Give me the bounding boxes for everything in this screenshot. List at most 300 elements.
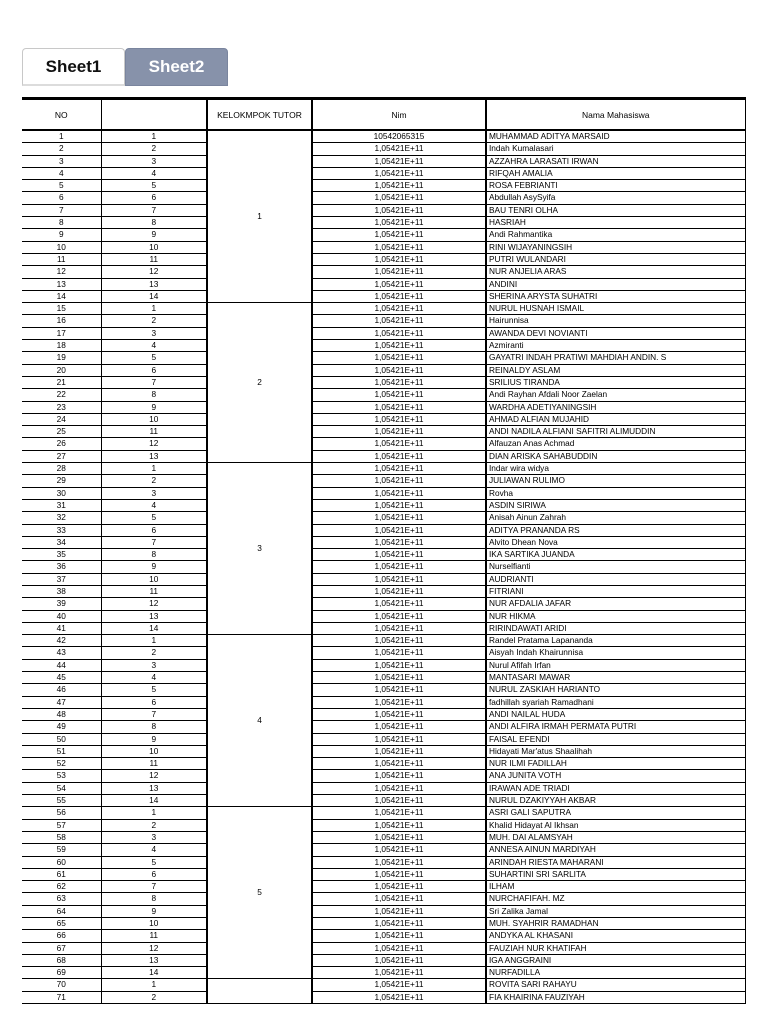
cell-sub-number[interactable]: 12 xyxy=(101,266,207,278)
cell-sub-number[interactable]: 10 xyxy=(101,918,207,930)
cell-nama-mahasiswa[interactable]: NURUL ZASKIAH HARIANTO xyxy=(486,684,745,696)
cell-nama-mahasiswa[interactable]: WARDHA ADETIYANINGSIH xyxy=(486,401,745,413)
cell-sub-number[interactable]: 9 xyxy=(101,401,207,413)
cell-nim[interactable]: 1,05421E+11 xyxy=(312,991,486,1003)
cell-nim[interactable]: 1,05421E+11 xyxy=(312,155,486,167)
cell-nama-mahasiswa[interactable]: Andi Rahmantika xyxy=(486,229,745,241)
cell-sub-number[interactable]: 6 xyxy=(101,524,207,536)
cell-nama-mahasiswa[interactable]: Randel Pratama Lapananda xyxy=(486,635,745,647)
cell-nama-mahasiswa[interactable]: IGA ANGGRAINI xyxy=(486,954,745,966)
cell-nama-mahasiswa[interactable]: JULIAWAN RULIMO xyxy=(486,475,745,487)
cell-sub-number[interactable]: 1 xyxy=(101,463,207,475)
cell-nama-mahasiswa[interactable]: ROVITA SARI RAHAYU xyxy=(486,979,745,991)
cell-no[interactable]: 53 xyxy=(22,770,101,782)
cell-sub-number[interactable]: 14 xyxy=(101,795,207,807)
cell-nim[interactable]: 1,05421E+11 xyxy=(312,475,486,487)
cell-sub-number[interactable]: 1 xyxy=(101,635,207,647)
cell-kelompok-tutor[interactable]: 4 xyxy=(207,635,312,807)
cell-no[interactable]: 62 xyxy=(22,881,101,893)
cell-sub-number[interactable]: 3 xyxy=(101,659,207,671)
cell-nim[interactable]: 1,05421E+11 xyxy=(312,721,486,733)
cell-nim[interactable]: 1,05421E+11 xyxy=(312,758,486,770)
cell-nim[interactable]: 1,05421E+11 xyxy=(312,573,486,585)
cell-sub-number[interactable]: 1 xyxy=(101,130,207,143)
cell-nim[interactable]: 1,05421E+11 xyxy=(312,893,486,905)
cell-nim[interactable]: 1,05421E+11 xyxy=(312,807,486,819)
cell-nim[interactable]: 1,05421E+11 xyxy=(312,672,486,684)
cell-sub-number[interactable]: 10 xyxy=(101,745,207,757)
cell-no[interactable]: 46 xyxy=(22,684,101,696)
cell-sub-number[interactable]: 13 xyxy=(101,278,207,290)
cell-nama-mahasiswa[interactable]: Indah Kumalasari xyxy=(486,143,745,155)
cell-nama-mahasiswa[interactable]: ANA JUNITA VOTH xyxy=(486,770,745,782)
cell-nama-mahasiswa[interactable]: NURUL DZAKIYYAH AKBAR xyxy=(486,795,745,807)
cell-nama-mahasiswa[interactable]: ARINDAH RIESTA MAHARANI xyxy=(486,856,745,868)
cell-nim[interactable]: 1,05421E+11 xyxy=(312,881,486,893)
cell-nama-mahasiswa[interactable]: ANDI ALFIRA IRMAH PERMATA PUTRI xyxy=(486,721,745,733)
cell-sub-number[interactable]: 5 xyxy=(101,180,207,192)
cell-no[interactable]: 60 xyxy=(22,856,101,868)
cell-nim[interactable]: 10542065315 xyxy=(312,130,486,143)
cell-sub-number[interactable]: 9 xyxy=(101,561,207,573)
cell-nim[interactable]: 1,05421E+11 xyxy=(312,315,486,327)
cell-nim[interactable]: 1,05421E+11 xyxy=(312,401,486,413)
cell-sub-number[interactable]: 12 xyxy=(101,770,207,782)
cell-nim[interactable]: 1,05421E+11 xyxy=(312,340,486,352)
cell-nim[interactable]: 1,05421E+11 xyxy=(312,856,486,868)
cell-nama-mahasiswa[interactable]: IRAWAN ADE TRIADI xyxy=(486,782,745,794)
cell-nim[interactable]: 1,05421E+11 xyxy=(312,303,486,315)
cell-no[interactable]: 32 xyxy=(22,512,101,524)
cell-sub-number[interactable]: 12 xyxy=(101,438,207,450)
cell-sub-number[interactable]: 11 xyxy=(101,758,207,770)
cell-nim[interactable]: 1,05421E+11 xyxy=(312,585,486,597)
cell-nim[interactable]: 1,05421E+11 xyxy=(312,167,486,179)
cell-no[interactable]: 5 xyxy=(22,180,101,192)
cell-no[interactable]: 1 xyxy=(22,130,101,143)
cell-no[interactable]: 29 xyxy=(22,475,101,487)
cell-nama-mahasiswa[interactable]: IKA SARTIKA JUANDA xyxy=(486,549,745,561)
cell-nama-mahasiswa[interactable]: Nurul Afifah Irfan xyxy=(486,659,745,671)
cell-sub-number[interactable]: 9 xyxy=(101,229,207,241)
cell-sub-number[interactable]: 5 xyxy=(101,856,207,868)
cell-no[interactable]: 16 xyxy=(22,315,101,327)
cell-nama-mahasiswa[interactable]: AZZAHRA LARASATI IRWAN xyxy=(486,155,745,167)
cell-nim[interactable]: 1,05421E+11 xyxy=(312,795,486,807)
cell-no[interactable]: 58 xyxy=(22,831,101,843)
cell-no[interactable]: 40 xyxy=(22,610,101,622)
cell-nim[interactable]: 1,05421E+11 xyxy=(312,217,486,229)
cell-no[interactable]: 12 xyxy=(22,266,101,278)
cell-no[interactable]: 66 xyxy=(22,930,101,942)
cell-nim[interactable]: 1,05421E+11 xyxy=(312,635,486,647)
cell-sub-number[interactable]: 10 xyxy=(101,413,207,425)
cell-no[interactable]: 13 xyxy=(22,278,101,290)
cell-nama-mahasiswa[interactable]: FIA KHAIRINA FAUZIYAH xyxy=(486,991,745,1003)
cell-nama-mahasiswa[interactable]: Hidayati Mar'atus Shaalihah xyxy=(486,745,745,757)
cell-nama-mahasiswa[interactable]: PUTRI WULANDARI xyxy=(486,253,745,265)
cell-sub-number[interactable]: 2 xyxy=(101,315,207,327)
cell-nim[interactable]: 1,05421E+11 xyxy=(312,708,486,720)
cell-sub-number[interactable]: 1 xyxy=(101,303,207,315)
cell-no[interactable]: 18 xyxy=(22,340,101,352)
cell-nim[interactable]: 1,05421E+11 xyxy=(312,426,486,438)
cell-nama-mahasiswa[interactable]: FAUZIAH NUR KHATIFAH xyxy=(486,942,745,954)
cell-no[interactable]: 52 xyxy=(22,758,101,770)
table-row xyxy=(22,733,745,745)
cell-nim[interactable]: 1,05421E+11 xyxy=(312,524,486,536)
cell-sub-number[interactable]: 13 xyxy=(101,954,207,966)
tab-sheet2[interactable]: Sheet2 xyxy=(125,48,228,86)
cell-no[interactable]: 7 xyxy=(22,204,101,216)
cell-nim[interactable]: 1,05421E+11 xyxy=(312,930,486,942)
cell-nama-mahasiswa[interactable]: MANTASARI MAWAR xyxy=(486,672,745,684)
cell-sub-number[interactable]: 3 xyxy=(101,155,207,167)
cell-nim[interactable]: 1,05421E+11 xyxy=(312,561,486,573)
cell-nama-mahasiswa[interactable]: ASDIN SIRIWA xyxy=(486,499,745,511)
cell-nim[interactable]: 1,05421E+11 xyxy=(312,745,486,757)
cell-no[interactable]: 34 xyxy=(22,536,101,548)
cell-nama-mahasiswa[interactable]: ANDI NAILAL HUDA xyxy=(486,708,745,720)
cell-nim[interactable]: 1,05421E+11 xyxy=(312,229,486,241)
cell-no[interactable]: 10 xyxy=(22,241,101,253)
cell-no[interactable]: 56 xyxy=(22,807,101,819)
cell-sub-number[interactable]: 13 xyxy=(101,782,207,794)
cell-sub-number[interactable]: 11 xyxy=(101,253,207,265)
cell-nim[interactable]: 1,05421E+11 xyxy=(312,253,486,265)
cell-sub-number[interactable]: 1 xyxy=(101,807,207,819)
cell-no[interactable]: 28 xyxy=(22,463,101,475)
cell-sub-number[interactable]: 1 xyxy=(101,979,207,991)
cell-nim[interactable]: 1,05421E+11 xyxy=(312,413,486,425)
cell-no[interactable]: 59 xyxy=(22,844,101,856)
cell-nim[interactable]: 1,05421E+11 xyxy=(312,327,486,339)
cell-kelompok-tutor[interactable] xyxy=(207,979,312,1004)
cell-nim[interactable]: 1,05421E+11 xyxy=(312,549,486,561)
cell-sub-number[interactable]: 13 xyxy=(101,450,207,462)
cell-no[interactable]: 65 xyxy=(22,918,101,930)
cell-nama-mahasiswa[interactable]: Alvito Dhean Nova xyxy=(486,536,745,548)
cell-no[interactable]: 8 xyxy=(22,217,101,229)
cell-nim[interactable]: 1,05421E+11 xyxy=(312,266,486,278)
cell-nim[interactable]: 1,05421E+11 xyxy=(312,868,486,880)
cell-nama-mahasiswa[interactable]: SUHARTINI SRI SARLITA xyxy=(486,868,745,880)
cell-nama-mahasiswa[interactable]: FAISAL EFENDI xyxy=(486,733,745,745)
cell-nim[interactable]: 1,05421E+11 xyxy=(312,770,486,782)
cell-nama-mahasiswa[interactable]: Indar wira widya xyxy=(486,463,745,475)
cell-sub-number[interactable]: 9 xyxy=(101,733,207,745)
cell-nama-mahasiswa[interactable]: ANDYKA AL KHASANI xyxy=(486,930,745,942)
cell-nim[interactable]: 1,05421E+11 xyxy=(312,352,486,364)
cell-nim[interactable]: 1,05421E+11 xyxy=(312,536,486,548)
cell-sub-number[interactable]: 11 xyxy=(101,426,207,438)
cell-no[interactable]: 68 xyxy=(22,954,101,966)
cell-sub-number[interactable]: 12 xyxy=(101,942,207,954)
cell-nim[interactable]: 1,05421E+11 xyxy=(312,979,486,991)
cell-nim[interactable]: 1,05421E+11 xyxy=(312,487,486,499)
cell-no[interactable]: 31 xyxy=(22,499,101,511)
cell-no[interactable]: 69 xyxy=(22,967,101,979)
cell-nim[interactable]: 1,05421E+11 xyxy=(312,180,486,192)
cell-nim[interactable]: 1,05421E+11 xyxy=(312,905,486,917)
cell-no[interactable]: 6 xyxy=(22,192,101,204)
cell-nim[interactable]: 1,05421E+11 xyxy=(312,192,486,204)
cell-nama-mahasiswa[interactable]: SRILIUS TIRANDA xyxy=(486,376,745,388)
cell-nama-mahasiswa[interactable]: AWANDA DEVI NOVIANTI xyxy=(486,327,745,339)
cell-sub-number[interactable]: 6 xyxy=(101,192,207,204)
cell-nim[interactable]: 1,05421E+11 xyxy=(312,499,486,511)
cell-no[interactable]: 71 xyxy=(22,991,101,1003)
cell-sub-number[interactable]: 11 xyxy=(101,585,207,597)
cell-kelompok-tutor[interactable]: 3 xyxy=(207,463,312,635)
cell-sub-number[interactable]: 7 xyxy=(101,376,207,388)
cell-sub-number[interactable]: 3 xyxy=(101,327,207,339)
cell-nama-mahasiswa[interactable]: FITRIANI xyxy=(486,585,745,597)
cell-sub-number[interactable]: 8 xyxy=(101,389,207,401)
cell-no[interactable]: 25 xyxy=(22,426,101,438)
cell-nama-mahasiswa[interactable]: NUR HIKMA xyxy=(486,610,745,622)
cell-nim[interactable]: 1,05421E+11 xyxy=(312,918,486,930)
cell-sub-number[interactable]: 2 xyxy=(101,819,207,831)
cell-nama-mahasiswa[interactable]: ANNESA AINUN MARDIYAH xyxy=(486,844,745,856)
cell-nama-mahasiswa[interactable]: Andi Rayhan Afdali Noor Zaelan xyxy=(486,389,745,401)
cell-sub-number[interactable]: 2 xyxy=(101,475,207,487)
cell-kelompok-tutor[interactable]: 5 xyxy=(207,807,312,979)
cell-sub-number[interactable]: 4 xyxy=(101,844,207,856)
cell-nim[interactable]: 1,05421E+11 xyxy=(312,463,486,475)
cell-sub-number[interactable]: 7 xyxy=(101,204,207,216)
cell-nim[interactable]: 1,05421E+11 xyxy=(312,782,486,794)
cell-sub-number[interactable]: 6 xyxy=(101,868,207,880)
cell-sub-number[interactable]: 2 xyxy=(101,647,207,659)
cell-sub-number[interactable]: 6 xyxy=(101,696,207,708)
cell-no[interactable]: 14 xyxy=(22,290,101,302)
cell-nama-mahasiswa[interactable]: NUR AFDALIA JAFAR xyxy=(486,598,745,610)
cell-nama-mahasiswa[interactable]: Anisah Ainun Zahrah xyxy=(486,512,745,524)
cell-sub-number[interactable]: 14 xyxy=(101,967,207,979)
cell-no[interactable]: 33 xyxy=(22,524,101,536)
cell-no[interactable]: 51 xyxy=(22,745,101,757)
cell-nim[interactable]: 1,05421E+11 xyxy=(312,696,486,708)
cell-nama-mahasiswa[interactable]: fadhillah syariah Ramadhani xyxy=(486,696,745,708)
cell-nim[interactable]: 1,05421E+11 xyxy=(312,733,486,745)
cell-sub-number[interactable]: 5 xyxy=(101,352,207,364)
cell-no[interactable]: 49 xyxy=(22,721,101,733)
cell-nama-mahasiswa[interactable]: AUDRIANTI xyxy=(486,573,745,585)
cell-no[interactable]: 23 xyxy=(22,401,101,413)
cell-sub-number[interactable]: 5 xyxy=(101,684,207,696)
cell-no[interactable]: 50 xyxy=(22,733,101,745)
cell-no[interactable]: 57 xyxy=(22,819,101,831)
cell-sub-number[interactable]: 3 xyxy=(101,487,207,499)
cell-no[interactable]: 37 xyxy=(22,573,101,585)
cell-nim[interactable]: 1,05421E+11 xyxy=(312,598,486,610)
cell-nama-mahasiswa[interactable]: ADITYA PRANANDA RS xyxy=(486,524,745,536)
cell-sub-number[interactable]: 8 xyxy=(101,721,207,733)
cell-nim[interactable]: 1,05421E+11 xyxy=(312,610,486,622)
cell-no[interactable]: 47 xyxy=(22,696,101,708)
cell-no[interactable]: 11 xyxy=(22,253,101,265)
cell-nim[interactable]: 1,05421E+11 xyxy=(312,831,486,843)
cell-nama-mahasiswa[interactable]: Abdullah AsySyifa xyxy=(486,192,745,204)
table-row xyxy=(22,278,745,290)
cell-no[interactable]: 35 xyxy=(22,549,101,561)
cell-sub-number[interactable]: 4 xyxy=(101,672,207,684)
cell-no[interactable]: 30 xyxy=(22,487,101,499)
cell-no[interactable]: 54 xyxy=(22,782,101,794)
cell-nim[interactable]: 1,05421E+11 xyxy=(312,684,486,696)
cell-nama-mahasiswa[interactable]: ANDINI xyxy=(486,278,745,290)
cell-sub-number[interactable]: 9 xyxy=(101,905,207,917)
cell-nim[interactable]: 1,05421E+11 xyxy=(312,438,486,450)
cell-nama-mahasiswa[interactable]: Hairunnisa xyxy=(486,315,745,327)
cell-nama-mahasiswa[interactable]: Aisyah Indah Khairunnisa xyxy=(486,647,745,659)
cell-no[interactable]: 24 xyxy=(22,413,101,425)
cell-nama-mahasiswa[interactable]: NUR ANJELIA ARAS xyxy=(486,266,745,278)
cell-nim[interactable]: 1,05421E+11 xyxy=(312,819,486,831)
cell-no[interactable]: 15 xyxy=(22,303,101,315)
cell-no[interactable]: 26 xyxy=(22,438,101,450)
cell-nim[interactable]: 1,05421E+11 xyxy=(312,290,486,302)
cell-nama-mahasiswa[interactable]: GAYATRI INDAH PRATIWI MAHDIAH ANDIN. S xyxy=(486,352,745,364)
cell-no[interactable]: 55 xyxy=(22,795,101,807)
cell-no[interactable]: 20 xyxy=(22,364,101,376)
cell-kelompok-tutor[interactable]: 1 xyxy=(207,130,312,303)
cell-nama-mahasiswa[interactable]: HASRIAH xyxy=(486,217,745,229)
cell-no[interactable]: 43 xyxy=(22,647,101,659)
cell-no[interactable]: 42 xyxy=(22,635,101,647)
cell-nim[interactable]: 1,05421E+11 xyxy=(312,967,486,979)
cell-nama-mahasiswa[interactable]: Rovha xyxy=(486,487,745,499)
cell-no[interactable]: 2 xyxy=(22,143,101,155)
cell-sub-number[interactable]: 10 xyxy=(101,241,207,253)
tab-sheet1[interactable]: Sheet1 xyxy=(22,48,125,86)
cell-nim[interactable]: 1,05421E+11 xyxy=(312,364,486,376)
cell-no[interactable]: 63 xyxy=(22,893,101,905)
cell-no[interactable]: 38 xyxy=(22,585,101,597)
cell-nama-mahasiswa[interactable]: RIFQAH AMALIA xyxy=(486,167,745,179)
cell-nim[interactable]: 1,05421E+11 xyxy=(312,204,486,216)
cell-nim[interactable]: 1,05421E+11 xyxy=(312,512,486,524)
cell-nim[interactable]: 1,05421E+11 xyxy=(312,389,486,401)
cell-nama-mahasiswa[interactable]: AHMAD ALFIAN MUJAHID xyxy=(486,413,745,425)
cell-no[interactable]: 39 xyxy=(22,598,101,610)
cell-nim[interactable]: 1,05421E+11 xyxy=(312,450,486,462)
cell-sub-number[interactable]: 8 xyxy=(101,893,207,905)
cell-nama-mahasiswa[interactable]: NURUL HUSNAH ISMAIL xyxy=(486,303,745,315)
cell-no[interactable]: 21 xyxy=(22,376,101,388)
cell-no[interactable]: 64 xyxy=(22,905,101,917)
cell-sub-number[interactable]: 10 xyxy=(101,573,207,585)
cell-sub-number[interactable]: 7 xyxy=(101,881,207,893)
cell-no[interactable]: 36 xyxy=(22,561,101,573)
sheet-tab-bar xyxy=(22,48,228,86)
cell-sub-number[interactable]: 14 xyxy=(101,290,207,302)
cell-nama-mahasiswa[interactable]: BAU TENRI OLHA xyxy=(486,204,745,216)
cell-sub-number[interactable]: 2 xyxy=(101,143,207,155)
cell-nama-mahasiswa[interactable]: NURCHAFIFAH. MZ xyxy=(486,893,745,905)
cell-no[interactable]: 41 xyxy=(22,622,101,634)
table-row xyxy=(22,795,745,807)
cell-nama-mahasiswa[interactable]: MUH. DAI ALAMSYAH xyxy=(486,831,745,843)
cell-nama-mahasiswa[interactable]: RINI WIJAYANINGSIH xyxy=(486,241,745,253)
cell-sub-number[interactable]: 2 xyxy=(101,991,207,1003)
cell-nim[interactable]: 1,05421E+11 xyxy=(312,844,486,856)
cell-nama-mahasiswa[interactable]: RIRINDAWATI ARIDI xyxy=(486,622,745,634)
cell-nama-mahasiswa[interactable]: ASRI GALI SAPUTRA xyxy=(486,807,745,819)
cell-no[interactable]: 4 xyxy=(22,167,101,179)
cell-nama-mahasiswa[interactable]: ROSA FEBRIANTI xyxy=(486,180,745,192)
cell-sub-number[interactable]: 13 xyxy=(101,610,207,622)
cell-nama-mahasiswa[interactable]: ILHAM xyxy=(486,881,745,893)
cell-nama-mahasiswa[interactable]: SHERINA ARYSTA SUHATRI xyxy=(486,290,745,302)
cell-nim[interactable]: 1,05421E+11 xyxy=(312,659,486,671)
table-row xyxy=(22,647,745,659)
cell-nama-mahasiswa[interactable]: NURFADILLA xyxy=(486,967,745,979)
cell-no[interactable]: 27 xyxy=(22,450,101,462)
cell-nama-mahasiswa[interactable]: MUH. SYAHRIR RAMADHAN xyxy=(486,918,745,930)
cell-no[interactable]: 67 xyxy=(22,942,101,954)
table-row xyxy=(22,352,745,364)
cell-no[interactable]: 48 xyxy=(22,708,101,720)
cell-no[interactable]: 3 xyxy=(22,155,101,167)
cell-nama-mahasiswa[interactable]: Azmiranti xyxy=(486,340,745,352)
cell-sub-number[interactable]: 8 xyxy=(101,549,207,561)
cell-no[interactable]: 9 xyxy=(22,229,101,241)
cell-no[interactable]: 19 xyxy=(22,352,101,364)
cell-nama-mahasiswa[interactable]: Alfauzan Anas Achmad xyxy=(486,438,745,450)
cell-sub-number[interactable]: 14 xyxy=(101,622,207,634)
cell-nim[interactable]: 1,05421E+11 xyxy=(312,278,486,290)
cell-nim[interactable]: 1,05421E+11 xyxy=(312,954,486,966)
cell-sub-number[interactable]: 6 xyxy=(101,364,207,376)
cell-nama-mahasiswa[interactable]: Nurselfianti xyxy=(486,561,745,573)
cell-nim[interactable]: 1,05421E+11 xyxy=(312,622,486,634)
cell-sub-number[interactable]: 4 xyxy=(101,499,207,511)
cell-nim[interactable]: 1,05421E+11 xyxy=(312,942,486,954)
table-row xyxy=(22,672,745,684)
cell-no[interactable]: 17 xyxy=(22,327,101,339)
cell-sub-number[interactable]: 3 xyxy=(101,831,207,843)
cell-sub-number[interactable]: 7 xyxy=(101,536,207,548)
cell-sub-number[interactable]: 12 xyxy=(101,598,207,610)
cell-nama-mahasiswa[interactable]: DIAN ARISKA SAHABUDDIN xyxy=(486,450,745,462)
table-row xyxy=(22,315,745,327)
cell-sub-number[interactable]: 11 xyxy=(101,930,207,942)
cell-no[interactable]: 61 xyxy=(22,868,101,880)
cell-sub-number[interactable]: 4 xyxy=(101,340,207,352)
cell-nim[interactable]: 1,05421E+11 xyxy=(312,647,486,659)
cell-no[interactable]: 22 xyxy=(22,389,101,401)
cell-sub-number[interactable]: 5 xyxy=(101,512,207,524)
cell-no[interactable]: 45 xyxy=(22,672,101,684)
cell-nim[interactable]: 1,05421E+11 xyxy=(312,376,486,388)
cell-nama-mahasiswa[interactable]: MUHAMMAD ADITYA MARSAID xyxy=(486,130,745,143)
cell-sub-number[interactable]: 8 xyxy=(101,217,207,229)
cell-nama-mahasiswa[interactable]: NUR ILMI FADILLAH xyxy=(486,758,745,770)
cell-no[interactable]: 44 xyxy=(22,659,101,671)
cell-sub-number[interactable]: 7 xyxy=(101,708,207,720)
cell-nama-mahasiswa[interactable]: Khalid Hidayat Al Ikhsan xyxy=(486,819,745,831)
cell-nama-mahasiswa[interactable]: Sri Zalika Jamal xyxy=(486,905,745,917)
cell-no[interactable]: 70 xyxy=(22,979,101,991)
cell-nama-mahasiswa[interactable]: ANDI NADILA ALFIANI SAFITRI ALIMUDDIN xyxy=(486,426,745,438)
cell-nim[interactable]: 1,05421E+11 xyxy=(312,241,486,253)
cell-kelompok-tutor[interactable]: 2 xyxy=(207,303,312,463)
cell-nim[interactable]: 1,05421E+11 xyxy=(312,143,486,155)
cell-nama-mahasiswa[interactable]: REINALDY ASLAM xyxy=(486,364,745,376)
cell-sub-number[interactable]: 4 xyxy=(101,167,207,179)
